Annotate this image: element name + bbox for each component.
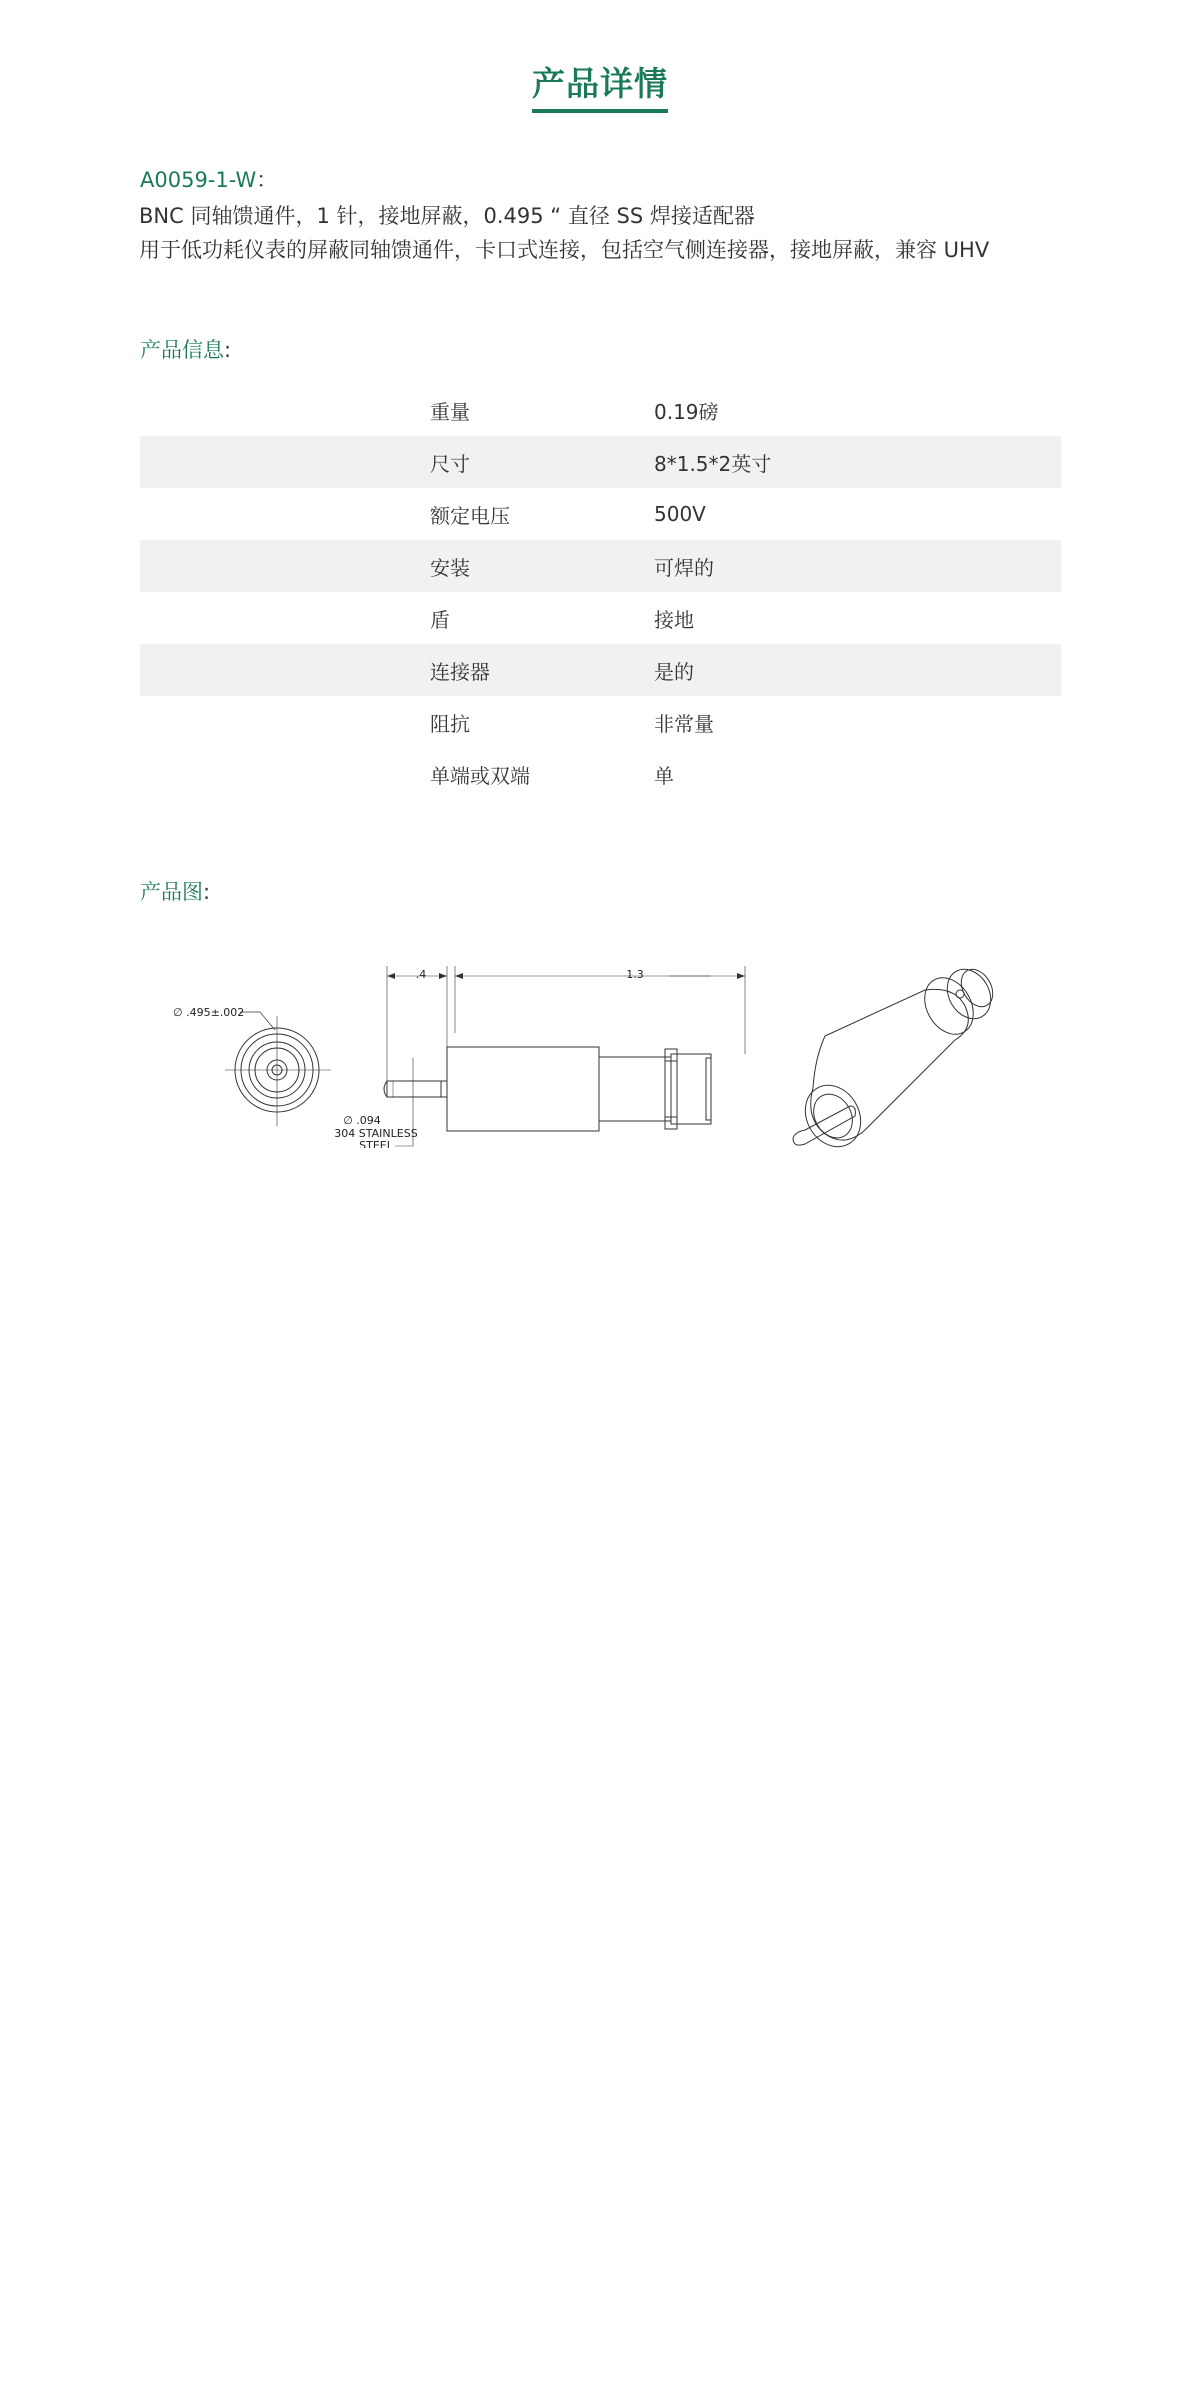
spec-key: 安装: [430, 555, 470, 580]
isometric-view: [793, 961, 999, 1148]
dim-material-line-2: STEEL: [359, 1139, 393, 1148]
product-code-colon: ：: [256, 168, 278, 192]
dim-material-line-1: 304 STAINLESS: [334, 1127, 418, 1140]
spec-value: 可焊的: [654, 555, 714, 580]
product-info-label: 产品信息: [140, 338, 224, 362]
spec-key: 额定电压: [430, 503, 510, 528]
spec-row-weight: [140, 384, 1061, 436]
front-view: [225, 1012, 331, 1126]
spec-value: 非常量: [654, 711, 714, 736]
spec-key: 连接器: [430, 659, 490, 684]
spec-value: 单: [654, 763, 674, 788]
spec-row-shield: [140, 592, 1061, 644]
spec-row-impedance: [140, 696, 1061, 748]
spec-key: 阻抗: [430, 711, 470, 736]
spec-row-ended: [140, 748, 1061, 800]
dim-left-length-label: .4: [415, 968, 427, 981]
spec-row-size: [140, 436, 1061, 488]
spec-value: 8*1.5*2英寸: [654, 451, 772, 476]
dim-total-length-label: 1.3: [626, 968, 644, 981]
dim-diameter-label: ∅ .495±.002: [173, 1006, 245, 1019]
product-code: A0059-1-W: [140, 168, 257, 192]
spec-row-connector: [140, 644, 1061, 696]
product-image-label: 产品图: [140, 880, 203, 904]
spec-value: 是的: [654, 659, 694, 684]
product-image-heading: [140, 876, 210, 906]
spec-table: [140, 384, 1061, 800]
spec-row-rated-voltage: [140, 488, 1061, 540]
spec-key: 重量: [430, 399, 470, 424]
spec-key: 尺寸: [430, 451, 470, 476]
spec-value: 500V: [654, 502, 706, 526]
product-info-colon: :: [224, 338, 232, 362]
product-description-line-1: BNC 同轴馈通件，1 针，接地屏蔽，0.495 “ 直径 SS 焊接适配器: [139, 204, 755, 228]
page-title-wrap: [0, 58, 1200, 113]
spec-key: 单端或双端: [430, 763, 530, 788]
spec-value: 接地: [654, 607, 694, 632]
side-view: [384, 966, 745, 1146]
page-title: 产品详情: [532, 58, 668, 113]
dim-pin-label: ∅ .094: [343, 1114, 381, 1127]
product-technical-drawing: [165, 948, 1045, 1148]
spec-value: 0.19磅: [654, 399, 719, 424]
spec-row-mounting: [140, 540, 1061, 592]
product-info-heading: [140, 334, 231, 364]
product-description-line-2: 用于低功耗仪表的屏蔽同轴馈通件，卡口式连接，包括空气侧连接器，接地屏蔽，兼容 UHV: [139, 238, 990, 262]
spec-key: 盾: [430, 607, 450, 632]
product-image-colon: :: [203, 880, 211, 904]
product-code-label: [140, 164, 277, 194]
